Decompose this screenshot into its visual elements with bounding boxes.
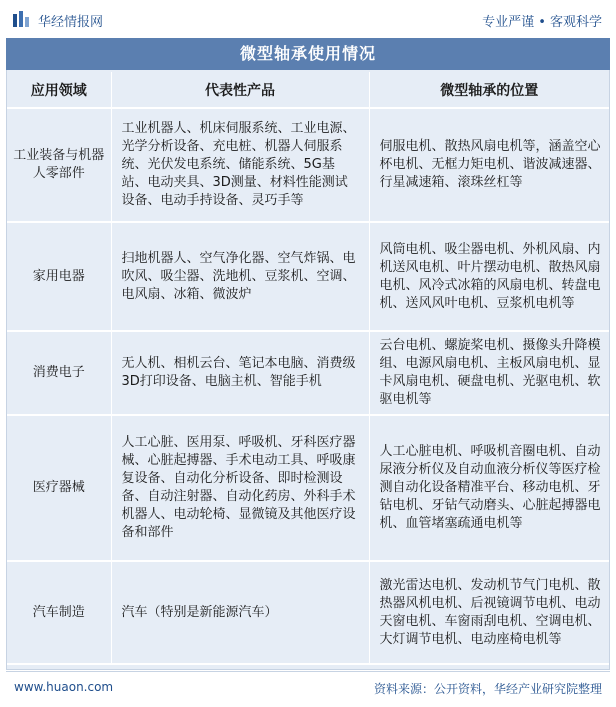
column-header-products: 代表性产品 [111, 72, 369, 108]
cell-products: 汽车（特别是新能源汽车） [111, 561, 369, 664]
cell-position: 风筒电机、吸尘器电机、外机风扇、内机送风电机、叶片摆动电机、散热风扇电机、风冷式冰箱的风扇电机、转盘电机、送风风叶电机、豆浆机电机等 [369, 222, 609, 331]
footer-divider [6, 671, 610, 672]
cell-area: 医疗器械 [7, 415, 111, 561]
table-header-row [7, 72, 609, 108]
cell-area: 消费电子 [7, 331, 111, 415]
column-header-position: 微型轴承的位置 [369, 72, 609, 108]
brand-name: 华经情报网 [38, 15, 104, 30]
table-row [7, 108, 609, 222]
cell-position: 伺服电机、散热风扇电机等，涵盖空心杯电机、无框力矩电机、谐波减速器、行星减速箱、滚珠丝杠等 [369, 108, 609, 222]
table-row [7, 561, 609, 664]
column-header-area: 应用领域 [7, 72, 111, 108]
cell-position: 云台电机、螺旋桨电机、摄像头升降模组、电源风扇电机、主板风扇电机、显卡风扇电机、硬盘电机、光驱电机、软驱电机等 [369, 331, 609, 415]
table-row [7, 222, 609, 331]
usage-table [7, 72, 609, 665]
cell-position: 人工心脏电机、呼吸机音圈电机、自动尿液分析仪及自动血液分析仪等医疗检测自动化设备精准平台、移动电机、牙钻电机、牙钻气动磨头、心脏起搏器电机、血管堵塞疏通电机等 [369, 415, 609, 561]
cell-products: 扫地机器人、空气净化器、空气炸锅、电吹风、吸尘器、洗地机、豆浆机、空调、电风扇、冰箱、微波炉 [111, 222, 369, 331]
cell-area: 汽车制造 [7, 561, 111, 664]
site-link[interactable]: www.huaon.com [14, 680, 114, 694]
cell-products: 工业机器人、机床伺服系统、工业电源、光学分析设备、充电桩、机器人伺服系统、光伏发电系统、储能系统、5G基站、电动夹具、3D测量、材料性能测试设备、电动手持设备、灵巧手等 [111, 108, 369, 222]
cell-position: 激光雷达电机、发动机节气门电机、散热器风机电机、后视镜调节电机、电动天窗电机、车窗雨刮电机、空调电机、大灯调节电机、电动座椅电机等 [369, 561, 609, 664]
cell-products: 人工心脏、医用泵、呼吸机、牙科医疗器械、心脏起搏器、手术电动工具、呼吸康复设备、自动化分析设备、即时检测设备、自动注射器、自动化药房、外科手术机器人、电动轮椅、显微镜及其他医疗设备和部件 [111, 415, 369, 561]
slogan: 专业严谨 • 客观科学 [482, 15, 602, 30]
source-note: 资料来源：公开资料，华经产业研究院整理 [373, 682, 602, 696]
cell-area: 工业装备与机器人零部件 [7, 108, 111, 222]
page-title: 微型轴承使用情况 [6, 38, 610, 70]
cell-products: 无人机、相机云台、笔记本电脑、消费级3D打印设备、电脑主机、智能手机 [111, 331, 369, 415]
huajing-logo-icon [12, 10, 32, 28]
table-row [7, 415, 609, 561]
top-bar [0, 0, 616, 38]
cell-area: 家用电器 [7, 222, 111, 331]
table-row [7, 331, 609, 415]
